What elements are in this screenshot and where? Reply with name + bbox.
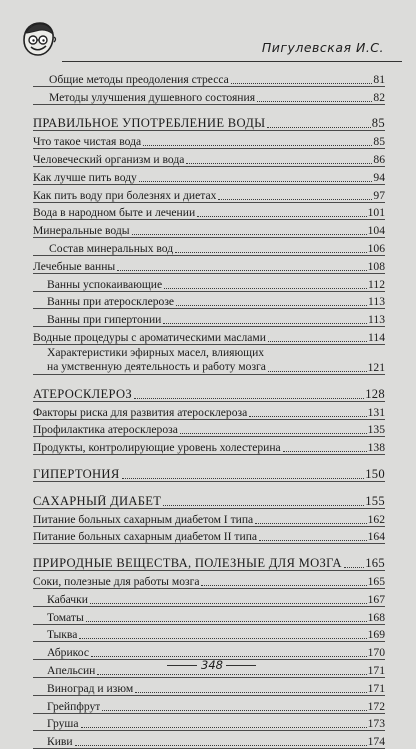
toc-entry bbox=[33, 402, 385, 420]
toc-leader-dots bbox=[268, 338, 367, 342]
toc-entry-title: Апельсин bbox=[47, 663, 96, 677]
toc-entry bbox=[33, 149, 385, 167]
toc-entry-page: 131 bbox=[367, 405, 385, 419]
toc-entry bbox=[33, 238, 385, 256]
toc-entry-page: 167 bbox=[367, 592, 385, 606]
toc-entry-title: Кабачки bbox=[47, 592, 88, 606]
toc-entry-page: 170 bbox=[367, 646, 385, 660]
toc-entry-title: Методы улучшения душевного состояния bbox=[49, 90, 256, 104]
toc-entry-page: 162 bbox=[367, 512, 385, 526]
toc-leader-dots bbox=[117, 267, 366, 271]
toc-entry bbox=[33, 131, 385, 149]
toc-entry-page: 104 bbox=[367, 224, 385, 238]
page-number: 348 bbox=[201, 658, 223, 672]
toc-entry-title: Факторы риска для развития атеросклероза bbox=[33, 405, 248, 419]
toc-entry-title-line2: на умственную деятельность и работу мозга bbox=[47, 359, 266, 373]
toc-entry-page: 106 bbox=[367, 241, 385, 255]
toc-leader-dots bbox=[176, 302, 367, 306]
toc-entry bbox=[33, 571, 385, 589]
toc-section-heading bbox=[33, 464, 385, 482]
toc-entry-page: 121 bbox=[367, 360, 385, 374]
toc-entry bbox=[33, 256, 385, 274]
toc-entry bbox=[33, 437, 385, 455]
toc-leader-dots bbox=[81, 724, 367, 728]
toc-entry bbox=[33, 185, 385, 203]
toc-entry-title-line1: Характеристики эфирных масел, влияющих bbox=[47, 345, 265, 359]
toc-entry-page: 82 bbox=[373, 90, 385, 104]
toc-entry-title: Соки, полезные для работы мозга bbox=[33, 574, 200, 588]
toc-entry-page: 173 bbox=[367, 717, 385, 731]
toc-leader-dots bbox=[132, 231, 367, 235]
toc-entry-page: 108 bbox=[367, 259, 385, 273]
toc-entry-title: Ванны успокаивающие bbox=[47, 277, 163, 291]
toc-leader-dots bbox=[283, 448, 367, 452]
toc-leader-dots bbox=[186, 160, 372, 164]
toc-entry bbox=[33, 203, 385, 221]
toc-leader-dots bbox=[163, 320, 367, 324]
toc-leader-dots bbox=[175, 249, 366, 253]
toc-entry-page: 114 bbox=[368, 330, 385, 344]
toc-leader-dots bbox=[134, 395, 364, 399]
toc-entry bbox=[33, 625, 385, 643]
toc-entry-page: 85 bbox=[371, 116, 385, 131]
toc-leader-dots bbox=[91, 653, 367, 657]
toc-leader-dots bbox=[197, 213, 366, 217]
toc-entry-title: Продукты, контролирующие уровень холестерина bbox=[33, 441, 281, 455]
toc-entry bbox=[33, 509, 385, 527]
toc-section-heading bbox=[33, 384, 385, 402]
toc-leader-dots bbox=[139, 178, 373, 182]
smiling-head-logo-icon bbox=[18, 20, 58, 60]
toc-entry-page: 81 bbox=[373, 72, 385, 86]
toc-entry-title: САХАРНЫЙ ДИАБЕТ bbox=[33, 494, 162, 508]
toc-entry bbox=[33, 589, 385, 607]
toc-entry-title: ПРАВИЛЬНОЕ УПОТРЕБЛЕНИЕ ВОДЫ bbox=[33, 117, 266, 131]
toc-entry-page: 171 bbox=[367, 663, 385, 677]
toc-leader-dots bbox=[201, 582, 366, 586]
toc-entry-title: Грейпфрут bbox=[47, 699, 101, 713]
toc-entry-title: Киви bbox=[47, 735, 73, 749]
toc-entry-title: Питание больных сахарным диабетом II типа bbox=[33, 530, 258, 544]
toc-entry-title: АТЕРОСКЛЕРОЗ bbox=[33, 387, 132, 401]
toc-entry-title: Человеческий организм и вода bbox=[33, 152, 185, 166]
toc-entry-page: 174 bbox=[367, 735, 385, 749]
toc-leader-dots bbox=[102, 707, 366, 711]
toc-leader-dots bbox=[249, 413, 366, 417]
toc-entry-page: 113 bbox=[368, 313, 385, 327]
toc-entry-title: Профилактика атеросклероза bbox=[33, 423, 178, 437]
toc-leader-dots bbox=[255, 520, 366, 524]
toc-entry bbox=[33, 309, 385, 327]
table-of-contents bbox=[33, 69, 385, 749]
toc-entry-page: 138 bbox=[367, 441, 385, 455]
toc-entry-title: Вода в народном быте и лечении bbox=[33, 206, 196, 220]
toc-entry-title: Минеральные воды bbox=[33, 224, 130, 238]
toc-leader-dots bbox=[344, 564, 364, 568]
toc-entry-title: Ванны при гипертонии bbox=[47, 313, 162, 327]
toc-entry-title bbox=[33, 346, 266, 374]
toc-leader-dots bbox=[259, 537, 367, 541]
toc-entry-page: 172 bbox=[367, 699, 385, 713]
toc-leader-dots bbox=[122, 475, 365, 479]
toc-entry-title: Общие методы преодоления стресса bbox=[49, 72, 229, 86]
toc-entry-page: 169 bbox=[367, 628, 385, 642]
toc-entry-title: Ванны при атеросклерозе bbox=[47, 295, 175, 309]
toc-leader-dots bbox=[90, 600, 367, 604]
toc-leader-dots bbox=[218, 196, 372, 200]
toc-entry bbox=[33, 696, 385, 714]
toc-entry bbox=[33, 274, 385, 292]
toc-entry-page: 164 bbox=[367, 530, 385, 544]
toc-entry-title: ГИПЕРТОНИЯ bbox=[33, 467, 120, 481]
page-footer bbox=[0, 658, 416, 672]
toc-entry bbox=[33, 714, 385, 732]
toc-section-heading bbox=[33, 114, 385, 132]
toc-entry-page: 97 bbox=[373, 188, 385, 202]
toc-section-heading bbox=[33, 491, 385, 509]
toc-entry bbox=[33, 167, 385, 185]
toc-entry bbox=[33, 678, 385, 696]
toc-entry-title: Состав минеральных вод bbox=[49, 241, 174, 255]
toc-leader-dots bbox=[86, 618, 367, 622]
toc-entry bbox=[33, 420, 385, 438]
toc-entry-page: 128 bbox=[365, 386, 385, 401]
toc-entry bbox=[33, 292, 385, 310]
toc-entry-title: Виноград и изюм bbox=[47, 681, 134, 695]
toc-entry-page: 165 bbox=[367, 574, 385, 588]
toc-entry-page: 101 bbox=[367, 206, 385, 220]
toc-entry-title: ПРИРОДНЫЕ ВЕЩЕСТВА, ПОЛЕЗНЫЕ ДЛЯ МОЗГА bbox=[33, 557, 342, 571]
footer-rule-left bbox=[167, 665, 197, 666]
toc-entry-title: Водные процедуры с ароматическими маслами bbox=[33, 330, 266, 344]
toc-entry-page: 171 bbox=[367, 681, 385, 695]
header-rule bbox=[62, 61, 402, 62]
toc-entry-two-line bbox=[33, 345, 385, 375]
toc-entry-page: 150 bbox=[365, 466, 385, 481]
toc-entry-page: 112 bbox=[368, 277, 385, 291]
toc-entry-page: 94 bbox=[373, 170, 385, 184]
toc-entry-title: Груша bbox=[47, 717, 79, 731]
toc-entry-title: Абрикос bbox=[47, 646, 89, 660]
toc-entry-page: 86 bbox=[373, 152, 385, 166]
toc-leader-dots bbox=[163, 502, 364, 506]
toc-leader-dots bbox=[268, 368, 367, 372]
toc-leader-dots bbox=[267, 124, 370, 128]
toc-entry bbox=[33, 731, 385, 749]
toc-entry-page: 155 bbox=[365, 493, 385, 508]
toc-entry-page: 135 bbox=[367, 423, 385, 437]
toc-leader-dots bbox=[79, 635, 366, 639]
toc-entry-page: 113 bbox=[368, 295, 385, 309]
running-header bbox=[14, 20, 402, 60]
toc-entry bbox=[33, 527, 385, 545]
toc-leader-dots bbox=[180, 430, 367, 434]
toc-entry-page: 85 bbox=[373, 135, 385, 149]
toc-entry-title: Томаты bbox=[47, 610, 84, 624]
toc-entry-title: Лечебные ванны bbox=[33, 259, 116, 273]
toc-leader-dots bbox=[231, 80, 373, 84]
toc-entry bbox=[33, 69, 385, 87]
toc-entry-title: Как пить воду при болезнях и диетах bbox=[33, 188, 217, 202]
toc-leader-dots bbox=[257, 98, 372, 102]
toc-entry bbox=[33, 87, 385, 105]
toc-entry-title: Тыква bbox=[47, 628, 78, 642]
toc-leader-dots bbox=[164, 285, 367, 289]
toc-leader-dots bbox=[143, 142, 372, 146]
toc-entry-page: 165 bbox=[365, 556, 385, 571]
header-author: Пигулевская И.С. bbox=[261, 40, 384, 55]
footer-rule-right bbox=[226, 665, 256, 666]
toc-entry-page: 168 bbox=[367, 610, 385, 624]
toc-entry-title: Что такое чистая вода bbox=[33, 135, 142, 149]
toc-leader-dots bbox=[75, 742, 367, 746]
toc-entry bbox=[33, 220, 385, 238]
toc-entry-title: Как лучше пить воду bbox=[33, 170, 137, 184]
toc-entry bbox=[33, 327, 385, 345]
toc-entry bbox=[33, 607, 385, 625]
toc-section-heading bbox=[33, 553, 385, 571]
toc-entry-title: Питание больных сахарным диабетом I типа bbox=[33, 512, 254, 526]
